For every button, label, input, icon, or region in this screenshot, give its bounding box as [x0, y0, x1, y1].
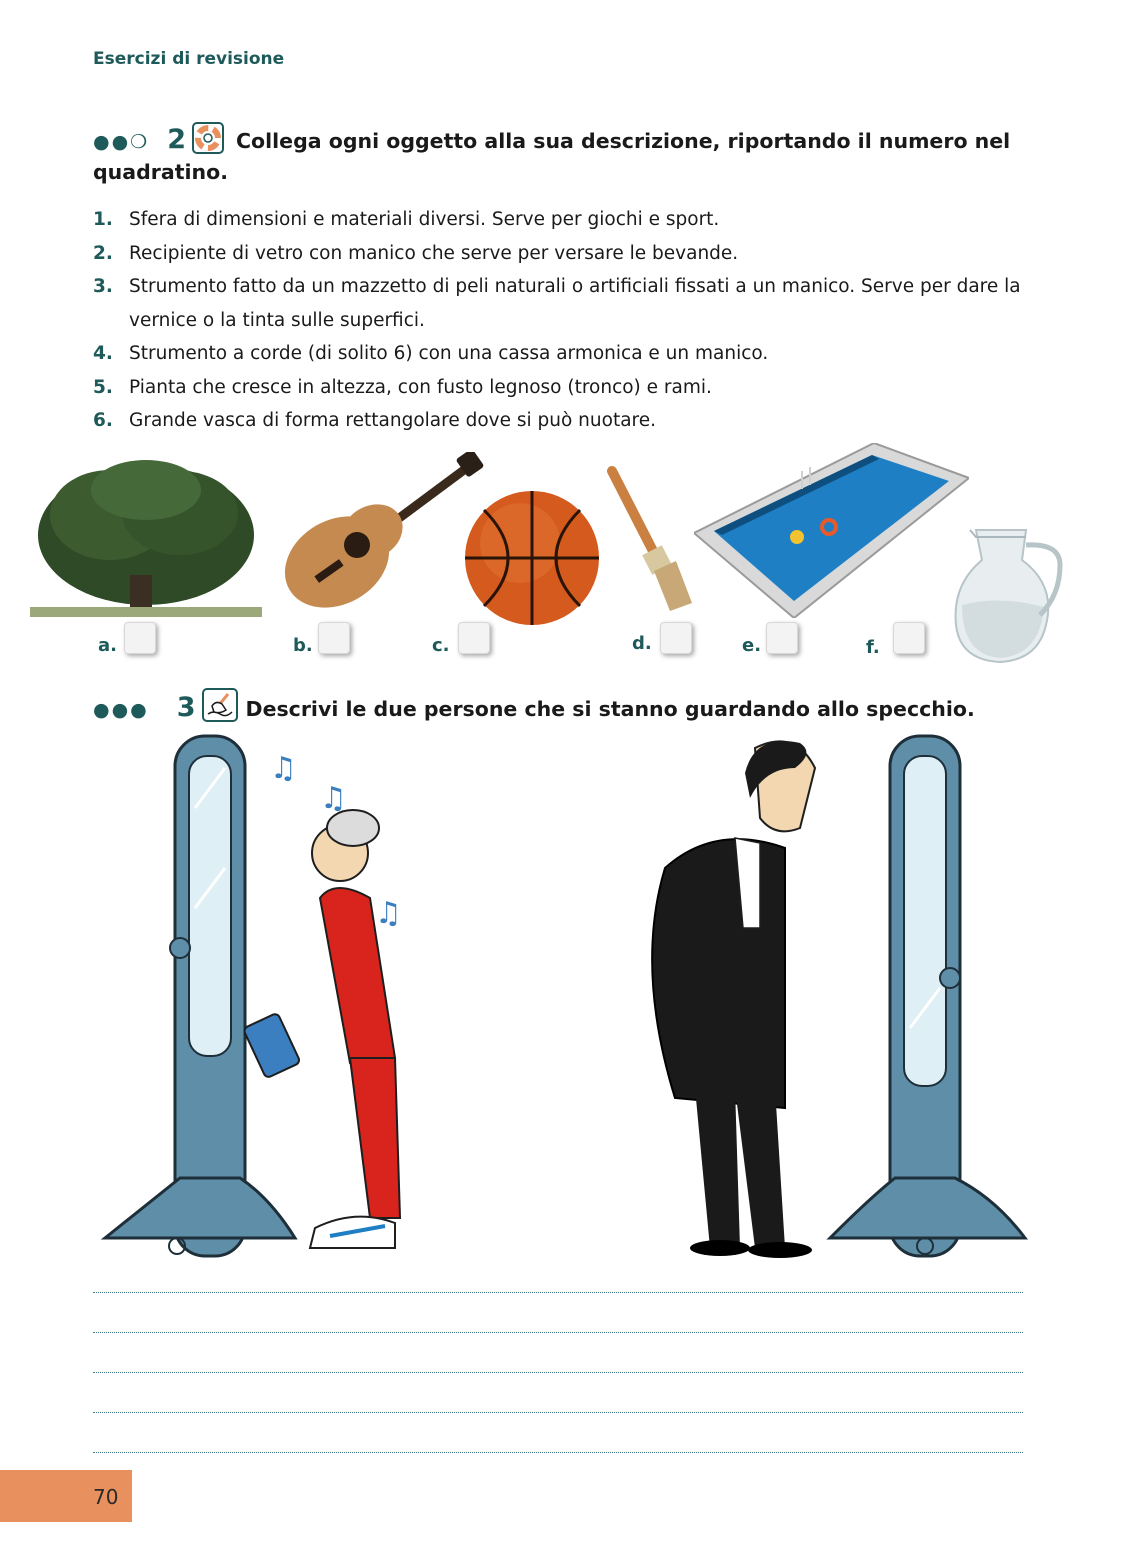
exercise-2-header [93, 122, 1053, 187]
answer-box-e[interactable] [766, 622, 798, 654]
answer-label-d: d. [632, 633, 652, 654]
man-in-tuxedo-figure [652, 741, 815, 1258]
svg-text:♫: ♫ [270, 751, 297, 786]
list-item: 6. Grande vasca di forma rettangolare dove si può nuotare. [93, 410, 657, 431]
answer-label-a: a. [98, 635, 117, 656]
page-number: 70 [93, 1485, 119, 1509]
list-item: 1. Sfera di dimensioni e materiali diversi. Serve per giochi e sport. [93, 209, 720, 230]
exercise-2-instruction: Collega ogni oggetto alla sua descrizione, riportando il numero nel quadratino. [93, 129, 1011, 184]
difficulty-dots: ●●● [93, 699, 149, 721]
list-item: 4. Strumento a corde (di solito 6) con una cassa armonica e un manico. [93, 343, 769, 364]
basketball-image [462, 488, 602, 628]
guitar-image [272, 452, 487, 612]
list-item: 3. Strumento fatto da un mazzetto di peli naturali o artificiali fissati a un manico. Serve per dare la vernice o la tinta sulle superfici. [93, 276, 1021, 331]
lifebuoy-icon [192, 122, 224, 154]
swimming-pool-image [694, 443, 969, 618]
writing-line[interactable] [93, 1452, 1023, 1453]
answer-label-e: e. [742, 635, 762, 656]
left-mirror [105, 736, 295, 1256]
answer-box-a[interactable] [124, 622, 156, 654]
paintbrush-image [602, 463, 697, 613]
exercise-number: 3 [176, 692, 196, 723]
exercise-3-header [93, 688, 1053, 725]
old-woman-figure [243, 751, 402, 1248]
list-item: 2. Recipiente di vetro con manico che serve per versare le bevande. [93, 242, 739, 264]
writing-line[interactable] [93, 1372, 1023, 1373]
tree-image [30, 455, 262, 620]
section-title: Esercizi di revisione [93, 49, 285, 69]
right-mirror [830, 736, 1025, 1256]
answer-label-c: c. [432, 635, 450, 656]
answer-box-b[interactable] [318, 622, 350, 654]
writing-hand-icon [202, 688, 234, 720]
svg-text:♫: ♫ [375, 896, 402, 931]
glass-pitcher-image [948, 525, 1066, 665]
answer-label-f: f. [866, 637, 880, 658]
answer-label-b: b. [293, 635, 313, 656]
answer-box-d[interactable] [660, 622, 692, 654]
answer-box-f[interactable] [893, 622, 925, 654]
description-list [93, 203, 1043, 438]
writing-line[interactable] [93, 1412, 1023, 1413]
exercise-3-instruction: Descrivi le due persone che si stanno guardando allo specchio. [245, 697, 975, 721]
difficulty-dots: ●●❍ [93, 131, 150, 153]
list-item: 5. Pianta che cresce in altezza, con fusto legnoso (tronco) e rami. [93, 376, 712, 398]
svg-text:♫: ♫ [320, 781, 347, 816]
answer-box-c[interactable] [458, 622, 490, 654]
exercise-number: 2 [167, 124, 186, 155]
writing-line[interactable] [93, 1332, 1023, 1333]
mirror-illustration [95, 728, 1035, 1273]
writing-line[interactable] [93, 1292, 1023, 1293]
